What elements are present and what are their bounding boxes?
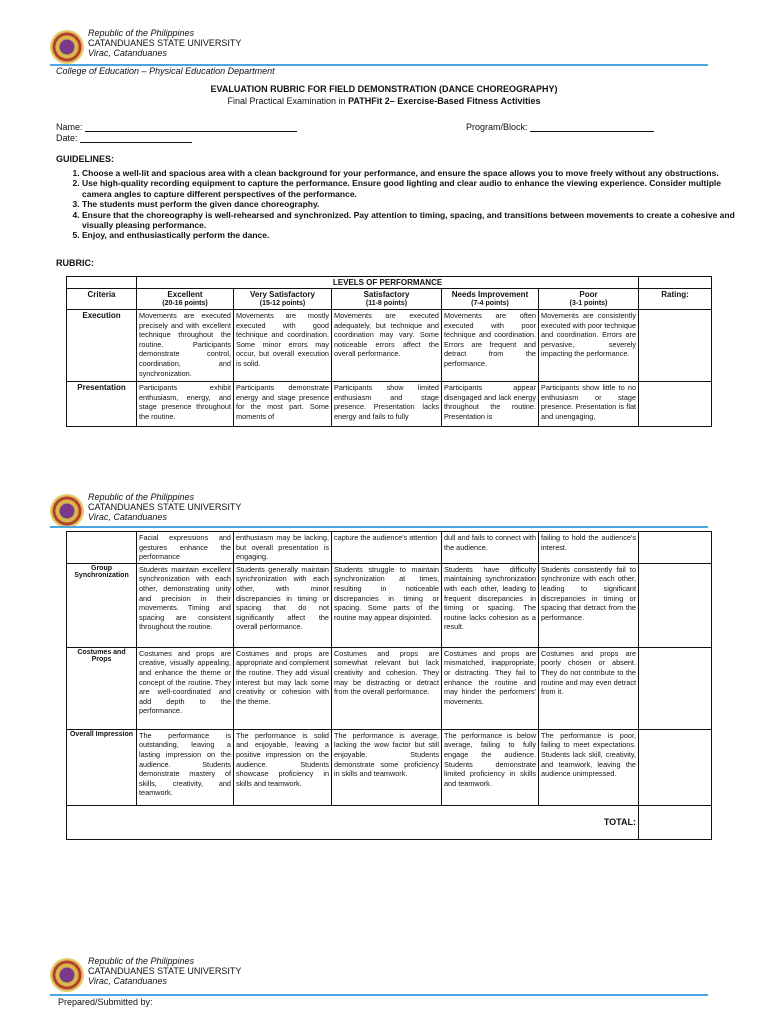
document-title: EVALUATION RUBRIC FOR FIELD DEMONSTRATION (DANCE CHOREOGRAPHY) [210, 84, 558, 94]
rubric-cell: The performance is outstanding, leaving a lasting impression on the audience. Students demonstrate mastery of skills, creativity, and teamwork. [137, 729, 234, 805]
rubric-table-page2 [66, 531, 712, 840]
rubric-cell: Students consistently fail to synchronize with each other, leading to significant discrepancies in timing or spacing that detract from the performance. [539, 563, 639, 647]
rubric-cell: Costumes and props are mismatched, inappropriate, or distracting. They fail to enhance the routine and may hinder the performers' movements. [442, 647, 539, 729]
header-rule [50, 526, 708, 528]
rubric-cell: dull and fails to connect with the audience. [442, 532, 539, 564]
rating-cell[interactable] [639, 310, 712, 382]
republic-label: Republic of the Philippines [88, 28, 195, 38]
header-rule [50, 994, 708, 996]
republic-label: Republic of the Philippines [88, 492, 195, 502]
rubric-cell: Participants show little to no enthusiasm or stage presence. Presentation is flat and unengaging, [539, 382, 639, 427]
rubric-cell: The performance is average, lacking the wow factor but still enjoyable. Students demonstrate some proficiency in skills and teamwork. [332, 729, 442, 805]
rating-cell[interactable] [639, 563, 712, 647]
guideline-item: 2. Use high-quality recording equipment to capture the performance. Ensure good lighting and clear audio to enhance the viewing experience. Consider multiple camera angles to capture different perspectives of the performance. [82, 178, 742, 199]
university-location: Virac, Catanduanes [88, 512, 167, 522]
university-header [50, 956, 730, 996]
republic-label: Republic of the Philippines [88, 956, 195, 966]
rating-cell[interactable] [639, 647, 712, 729]
rubric-cell: Movements are often executed with poor technique and coordination. Errors are frequent and detract from the performance. [442, 310, 539, 382]
table-row [67, 532, 712, 564]
rating-cell[interactable] [639, 729, 712, 805]
levels-header: LEVELS OF PERFORMANCE [137, 277, 639, 289]
rubric-cell: Costumes and props are somewhat relevant but lack creativity and cohesion. They may be distracting or detract from the overall performance. [332, 647, 442, 729]
table-row [67, 310, 712, 382]
table-row [67, 647, 712, 729]
rubric-heading: RUBRIC: [56, 258, 94, 268]
rubric-cell: Students have difficulty maintaining synchronization with each other, leading to frequent discrepancies in timing or spacing. The routine lacks cohesion as a result. [442, 563, 539, 647]
guideline-item: 5. Enjoy, and enthusiastically perform the dance. [82, 230, 742, 240]
level-header: Very Satisfactory (15-12 points) [234, 289, 332, 310]
date-field[interactable] [56, 133, 192, 143]
rubric-table-page1 [66, 276, 712, 427]
guidelines-heading: GUIDELINES: [56, 154, 115, 164]
university-seal-icon [50, 494, 84, 528]
rubric-cell: Movements are mostly executed with good technique and coordination. Some minor errors may occur, but overall execution is solid. [234, 310, 332, 382]
rubric-cell: Movements are consistently executed with poor technique and coordination. Errors are pervasive, severely impacting the performance. [539, 310, 639, 382]
table-row [67, 563, 712, 647]
prepared-by-label: Prepared/Submitted by: [58, 997, 153, 1007]
university-location: Virac, Catanduanes [88, 976, 167, 986]
criterion-label: Costumes and Props [67, 647, 137, 729]
rubric-cell: Costumes and props are appropriate and complement the routine. They add visual interest but may lack some creativity or cohesion with the theme. [234, 647, 332, 729]
rubric-cell: Students maintain excellent synchronization with each other, demonstrating unity and precision in their movements. Timing and spacing are consistent throughout the routine. [137, 563, 234, 647]
rubric-cell: Participants show limited enthusiasm and stage presence. Presentation lacks energy and fails to fully [332, 382, 442, 427]
total-rating-cell[interactable] [639, 805, 712, 839]
rubric-cell: failing to hold the audience's interest. [539, 532, 639, 564]
rubric-cell: Students struggle to maintain synchronization at times, resulting in noticeable discrepancies in timing or spacing. Some parts of the routine may appear disjointed. [332, 563, 442, 647]
name-field[interactable] [56, 122, 297, 132]
rubric-cell: Movements are executed precisely and with excellent technique throughout the routine. Participants demonstrate control, coordination, and synchronization. [137, 310, 234, 382]
rubric-cell: Students generally maintain synchronization with each other, with minor discrepancies in timing or spacing that do not significantly affect the overall performance. [234, 563, 332, 647]
date-label: Date: [56, 133, 78, 143]
guideline-item: 3. The students must perform the given dance choreography. [82, 199, 742, 209]
criterion-label: Presentation [67, 382, 137, 427]
rubric-cell: Participants exhibit enthusiasm, energy, and stage presence throughout the routine. [137, 382, 234, 427]
name-label: Name: [56, 122, 83, 132]
rating-cell[interactable] [639, 532, 712, 564]
subtitle-course: PATHFit 2– Exercise-Based Fitness Activities [348, 96, 541, 106]
rubric-cell: Movements are executed adequately, but technique and coordination may vary. Some noticeable errors affect the overall performance. [332, 310, 442, 382]
rating-cell[interactable] [639, 382, 712, 427]
document-subtitle [0, 96, 768, 106]
guidelines-list [56, 168, 742, 241]
program-label: Program/Block: [466, 122, 528, 132]
table-row [67, 382, 712, 427]
university-name: CATANDUANES STATE UNIVERSITY [88, 966, 242, 976]
rubric-cell: Costumes and props are creative, visually appealing, and enhance the theme or concept of the routine. They are well-coordinated and add depth to the performance. [137, 647, 234, 729]
guideline-item: 1. Choose a well-lit and spacious area with a clean background for your performance, and ensure the space allows you to move freely without any obstructions. [82, 168, 742, 178]
guideline-item: 4. Ensure that the choreography is well-rehearsed and synchronized. Pay attention to timing, spacing, and transitions between movements to create a cohesive and visually pleasing performance. [82, 210, 742, 231]
level-header: Satisfactory (11-8 points) [332, 289, 442, 310]
rubric-cell: Costumes and props are poorly chosen or absent. They do not contribute to the routine and may even detract from it. [539, 647, 639, 729]
rubric-cell: Participants demonstrate energy and stage presence for the most part. Some moments of [234, 382, 332, 427]
rubric-cell: The performance is below average, failing to fully engage the audience. Students demonstrate limited proficiency in skills and teamwork. [442, 729, 539, 805]
rubric-cell: Facial expressions and gestures enhance the performance [137, 532, 234, 564]
university-name: CATANDUANES STATE UNIVERSITY [88, 38, 242, 48]
criterion-label: Execution [67, 310, 137, 382]
university-header [50, 28, 730, 68]
level-header: Excellent (20-16 points) [137, 289, 234, 310]
total-label: TOTAL: [67, 805, 639, 839]
department-label: College of Education – Physical Education Department [56, 66, 275, 76]
rubric-cell: The performance is solid and enjoyable, leaving a positive impression on the audience. Students showcase proficiency in skills and teamwork. [234, 729, 332, 805]
program-field[interactable] [466, 122, 654, 132]
criteria-header: Criteria [67, 289, 137, 310]
level-header: Needs Improvement (7-4 points) [442, 289, 539, 310]
level-header: Poor (3-1 points) [539, 289, 639, 310]
rating-header: Rating: [639, 289, 712, 310]
rubric-cell: The performance is poor, failing to meet expectations. Students lack skill, creativity, and teamwork, leaving the audience unimpressed. [539, 729, 639, 805]
rubric-cell: Participants appear disengaged and lack energy throughout the routine. Presentation is [442, 382, 539, 427]
university-location: Virac, Catanduanes [88, 48, 167, 58]
criterion-label: Overall Impression [67, 729, 137, 805]
total-row [67, 805, 712, 839]
criterion-label: Group Synchronization [67, 563, 137, 647]
subtitle-prefix: Final Practical Examination in [227, 96, 349, 106]
university-name: CATANDUANES STATE UNIVERSITY [88, 502, 242, 512]
university-seal-icon [50, 30, 84, 64]
rubric-cell: capture the audience's attention [332, 532, 442, 564]
rubric-cell: enthusiasm may be lacking, but overall presentation is engaging. [234, 532, 332, 564]
university-seal-icon [50, 958, 84, 992]
table-row [67, 729, 712, 805]
